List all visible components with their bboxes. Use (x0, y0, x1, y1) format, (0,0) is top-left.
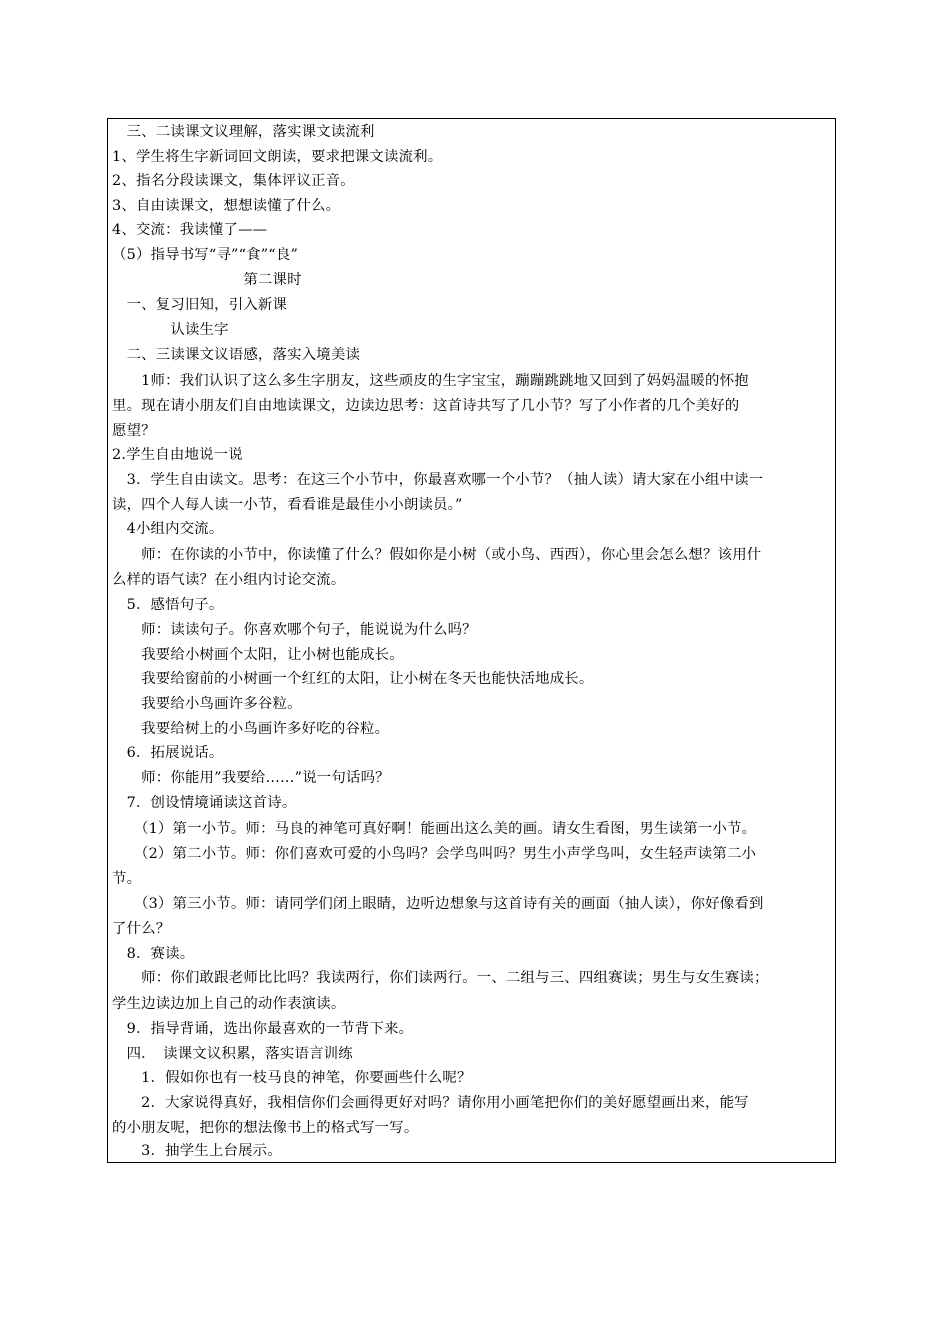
text-line: 了什么？ (112, 921, 171, 937)
text-line: 学生边读边加上自己的动作表演读。 (112, 996, 346, 1012)
text-line: 3、自由读课文，想想读懂了什么。 (112, 198, 341, 214)
text-line: 二、三读课文议语感，落实入境美读 (112, 347, 361, 363)
text-line: 4、交流：我读懂了—— (112, 222, 268, 238)
text-line: 师：你能用”我要给……”说一句话吗？ (112, 770, 390, 786)
text-line: 愿望？ (112, 423, 156, 439)
text-line: 我要给小鸟画许多谷粒。 (112, 696, 302, 712)
text-line: 师：读读句子。你喜欢哪个句子，能说说为什么吗？ (112, 622, 477, 638)
text-line: 认读生字 (112, 322, 229, 338)
text-line: （3）第三小节。师：请同学们闭上眼睛，边听边想象与这首诗有关的画面（抽人读），你好像看到 (112, 896, 764, 912)
text-line: 1．假如你也有一枝马良的神笔，你要画些什么呢？ (112, 1070, 472, 1086)
text-line: 我要给树上的小鸟画许多好吃的谷粒。 (112, 721, 390, 737)
text-line: 7．创设情境诵读这首诗。 (112, 795, 297, 811)
text-line: 我要给小树画个太阳，让小树也能成长。 (112, 647, 404, 663)
text-line: （5）指导书写“寻”“食”“良” (112, 247, 299, 263)
text-line: 2.学生自由地说一说 (112, 447, 243, 463)
text-line: 1师：我们认识了这么多生字朋友，这些顽皮的生字宝宝，蹦蹦跳跳地又回到了妈妈温暖的怀抱 (112, 373, 749, 389)
text-line: 4小组内交流。 (112, 521, 224, 537)
text-line: 师：在你读的小节中，你读懂了什么？假如你是小树（或小鸟、西西），你心里会怎么想？该用什 (112, 547, 762, 563)
text-line: （1）第一小节。师：马良的神笔可真好啊！能画出这么美的画。请女生看图，男生读第一小节。 (112, 821, 757, 837)
text-line: 读，四个人每人读一小节，看看谁是最佳小小朗读员。” (112, 497, 463, 513)
text-line: 2、指名分段读课文，集体评议正音。 (112, 173, 355, 189)
text-line: 师：你们敢跟老师比比吗？我读两行，你们读两行。一、二组与三、四组赛读；男生与女生赛读； (112, 970, 769, 986)
text-line: 2．大家说得真好，我相信你们会画得更好对吗？请你用小画笔把你们的美好愿望画出来，能写 (112, 1095, 749, 1111)
text-line: 9．指导背诵，选出你最喜欢的一节背下来。 (112, 1021, 414, 1037)
text-line: 四． 读课文议积累，落实语言训练 (112, 1046, 353, 1062)
text-line: 3．学生自由读文。思考：在这三个小节中，你最喜欢哪一个小节？（抽人读）请大家在小组中读一 (112, 472, 764, 488)
text-line: 里。现在请小朋友们自由地读课文，边读边思考：这首诗共写了几小节？写了小作者的几个美好的 (112, 398, 740, 414)
text-line: 么样的语气读？在小组内讨论交流。 (112, 572, 346, 588)
text-line: 3．抽学生上台展示。 (112, 1143, 282, 1159)
text-line: 三、二读课文议理解，落实课文读流利 (112, 124, 375, 140)
text-line: 我要给窗前的小树画一个红红的太阳，让小树在冬天也能快活地成长。 (112, 671, 594, 687)
text-line: 1、学生将生字新词回文朗读，要求把课文读流利。 (112, 149, 443, 165)
text-line: 5．感悟句子。 (112, 597, 224, 613)
section-title: 第二课时 (112, 272, 302, 288)
text-line: 6．拓展说话。 (112, 745, 224, 761)
text-line: 节。 (112, 871, 142, 887)
text-line: 一、复习旧知，引入新课 (112, 297, 288, 313)
text-line: 8．赛读。 (112, 946, 195, 962)
text-line: 的小朋友呢，把你的想法像书上的格式写一写。 (112, 1120, 419, 1136)
text-line: （2）第二小节。师：你们喜欢可爱的小鸟吗？会学鸟叫吗？男生小声学鸟叫，女生轻声读第二小 (112, 846, 757, 862)
